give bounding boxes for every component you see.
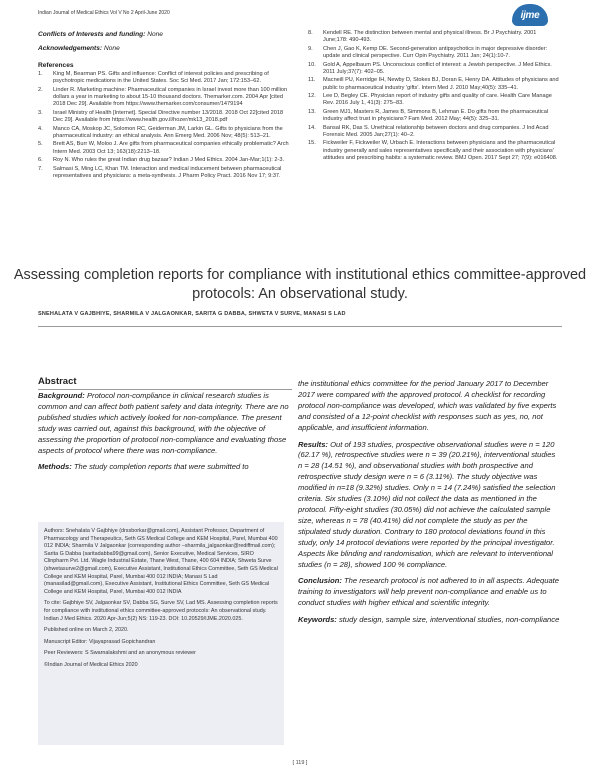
- results-paragraph: [298, 440, 560, 571]
- background-label: Background:: [38, 391, 85, 400]
- keywords-paragraph: [298, 615, 560, 626]
- ack-line: [38, 44, 292, 53]
- article-title: Assessing completion reports for compliance with institutional ethics committee-approved protocols: An observational study.: [13, 267, 587, 302]
- reference-number: 13.: [308, 108, 316, 115]
- conclusion-text: The research protocol is not adhered to in all aspects. Adequate training to investigators will help prevent non-compliance and enable us to conduct studies with higher ethical and scientific integrity.: [298, 576, 560, 608]
- citation: To cite: Gajbhiye SV, Jalgaonkar SV, Dabba SG, Surve SV, Lad MS. Assessing completion reports for compliance with institutional ethics committee-approved protocols: An observational study. Indian J Med Ethics. 2020 Apr-Jun;5(2) NS: 119-23. DOI: 10.20529/IJME.2020.025.: [44, 600, 278, 622]
- references-list-left: [38, 71, 292, 180]
- reference-text: Kendell RE. The distinction between mental and physical illness. Br J Psychiatry. 2001 June;178: 490-493.: [323, 30, 537, 44]
- reference-item: [308, 46, 562, 61]
- results-label: Results:: [298, 439, 328, 449]
- abstract-heading: Abstract: [38, 376, 77, 387]
- reference-text: Salmasi S, Ming LC, Khan TM. Interaction and medical inducement between pharmaceutical representatives and physicians: a meta-synthesis. J Pharm Policy Pract. 2016 Nov 17; 9:37.: [53, 165, 282, 179]
- left-column: [38, 30, 292, 181]
- abstract-rule: [38, 389, 292, 390]
- methods-paragraph: [38, 462, 292, 473]
- conflicts-line: [38, 30, 292, 39]
- reference-number: 3.: [38, 109, 43, 116]
- reference-text: Roy N. Who rules the great Indian drug bazaar? Indian J Med Ethics. 2004 Jan-Mar;1(1): 2-3.: [53, 157, 285, 164]
- ack-value: None: [103, 45, 120, 52]
- reference-text: Linder R. Marketing machine: Pharmaceutical companies in Israel invest more than 100 million dollars a year in marketing to about 15-10 thousand doctors. Themarker.com. 2004 Apr [cited 2018 Dec 29]. Available from https://www.themarker.com/consumer/1479194: [53, 86, 288, 108]
- reference-item: [308, 77, 562, 92]
- logo-badge: [512, 4, 548, 26]
- reference-text: Gold A, Appelbaum PS. Unconscious conflict of interest: a Jewish perspective. J Med Ethics. 2011 July;37(7): 402–05.: [323, 61, 552, 75]
- reference-item: [38, 157, 292, 164]
- reference-number: 14.: [308, 124, 316, 131]
- keywords-label: Keywords:: [298, 615, 337, 625]
- reference-item: [308, 93, 562, 108]
- methods-label: Methods:: [38, 462, 72, 472]
- reference-text: Fickweiler F, Fickweiler W, Urbach E. Interactions between physicians and the pharmaceutical industry generally and sales representatives specifically and their association with physicians' attitudes and prescribing habits: a systematic review. BMJ Open. 2017 Sept 27; 7(9): e016408.: [323, 140, 558, 162]
- reference-number: 2.: [38, 86, 43, 93]
- reference-text: Brett AS, Burr W, Moloo J. Are gifts from pharmaceutical companies ethically problematic? Arch Intern Med. 2003 Oct 13; 163(18):2213–18.: [53, 141, 289, 155]
- abstract-left-column: [38, 391, 292, 479]
- divider: [38, 326, 562, 327]
- conflicts-value: None: [147, 31, 163, 38]
- conflicts-label: Conflicts of Interests and funding:: [38, 31, 146, 38]
- reference-text: Manco CA, Moskop JC, Solomon RC, Geiderman JM, Larkin GL. Gifts to physicians from the pharmaceutical industry: an ethical analysis. Ann Emerg Med. 2006 Nov; 48(5): 513–21.: [53, 125, 283, 139]
- published-date: Published online on March 2, 2020.: [44, 627, 129, 634]
- reference-number: 4.: [38, 125, 43, 132]
- reference-number: 6.: [38, 157, 43, 164]
- reference-item: [38, 110, 292, 125]
- logo-text: ijme: [520, 9, 540, 21]
- manuscript-editor: Manuscript Editor: Vijayaprasad Gopichandran: [44, 638, 156, 645]
- author-list: SNEHALATA V GAJBHIYE, SHARMILA V JALGAONKAR, SARITA G DABBA, SHWETA V SURVE, MANASI S LAD: [38, 311, 346, 317]
- reference-item: [38, 166, 292, 181]
- abstract-right-column: [298, 379, 560, 632]
- running-head: Indian Journal of Medical Ethics Vol V No 2 April-June 2020: [38, 10, 170, 16]
- reference-number: 7.: [38, 165, 43, 172]
- reference-item: [38, 141, 292, 156]
- reference-item: [308, 62, 562, 77]
- page-number: [ 119 ]: [292, 760, 308, 766]
- right-column: [308, 30, 562, 164]
- reference-item: [38, 126, 292, 141]
- reference-number: 1.: [38, 71, 43, 77]
- references-list-right: [308, 30, 562, 162]
- authors-label: Authors:: [44, 528, 65, 534]
- reference-text: King M, Bearman PS. Gifts and influence: Conflict of interest policies and prescribing of psychotropic medications in the United States. Soc Sci Med. 2017 Jan; 172:153–62.: [53, 71, 269, 85]
- conclusion-label: Conclusion:: [298, 576, 342, 586]
- copyright: ©Indian Journal of Medical Ethics 2020: [44, 661, 138, 668]
- reference-item: [308, 30, 562, 45]
- background-text: Protocol non-compliance in clinical research studies is common and can affect both patient safety and data integrity. There are no published studies which actively looked for non-compliance. The present study was carried out, against this background, with the objective of assessing the proportion of protocol non-compliance and evaluating those aspects of protocol where there was non-compliance.: [38, 391, 289, 455]
- references-heading: References: [38, 62, 74, 69]
- reference-text: Chen J, Gao K, Kemp DE. Second-generation antipsychotics in major depressive disorder: update and clinical perspective. Curr Opin Psychiatry. 2011 Jan; 24(1):10-7.: [323, 45, 548, 60]
- conclusion-paragraph: [298, 576, 560, 609]
- journal-logo: [512, 4, 548, 28]
- reference-number: 12.: [308, 93, 316, 100]
- reference-text: Bansal RK, Das S. Unethical relationship between doctors and drug companies. J Ind Acad Forensic Med. 2005 Jan;27(1): 40–2.: [323, 124, 549, 138]
- reference-item: [308, 109, 562, 124]
- reference-item: [308, 125, 562, 140]
- reference-text: Macneill PU, Kerridge IH, Newby D, Stokes BJ, Doran E, Henry DA. Attitudes of physicians and public to pharmaceutical industry 'gifts'. Intern Med J. 2010 May;40(5): 335–41.: [323, 77, 559, 91]
- reference-item: [38, 87, 292, 109]
- reference-item: [38, 71, 292, 86]
- reference-number: 8.: [308, 30, 313, 36]
- reference-number: 11.: [308, 77, 316, 84]
- methods-text: The study completion reports that were submitted to: [73, 462, 249, 472]
- reference-text: Lee D, Begley CE. Physician report of industry gifts and quality of care. Health Care Manage Rev. 2016 July 1, 41(3): 275–83.: [323, 93, 552, 107]
- reference-number: 5.: [38, 141, 43, 148]
- reference-text: Green MJ1, Masters R, James B, Simmons B, Lehman E. Do gifts from the pharmaceutical industry affect trust in physicians? Fam Med. 2012 May; 44(5): 325–31.: [323, 108, 549, 123]
- author-info-box: [38, 522, 284, 745]
- background-paragraph: [38, 391, 292, 456]
- peer-reviewers: Peer Reviewers: S Swarnalakshmi and an anonymous reviewer: [44, 650, 196, 657]
- author-affiliations: [44, 528, 278, 596]
- reference-number: 10.: [308, 61, 316, 68]
- authors-text: Snehalata V Gajbhiye (drssborkar@gmail.com), Assistant Professor, Department of Pharmacology and Therapeutics, Seth GS Medical College and KEM Hospital, Parel, Mumbai 400 012 INDIA; Sharmila V Jalgaonkar (corresponding author –sharmila_jalgaonkar@rediffmail.com); Sarita G Dabba (saritadabba99@gmail.com), Senior Executive, Medical Services, SIRO Clinpharm Pvt. Ltd. Wagle Industrial Estate, Thane West, Thane, 400 604 INDIA; Shweta Surve (shwetasurve2@gmail.com), Executive Assistant, Institutional Ethics Committee, Seth GS Medical College and KEM Hospital, Parel, Mumbai 400 012 INDIA; Manasi S Lad (manasilad@gmail.com), Executive Assistant, Institutional Ethics Committee, Seth GS Medical College and KEM Hospital, Parel, Mumbai 400 012 INDIA: [44, 528, 278, 595]
- reference-number: 15.: [308, 140, 316, 147]
- ack-label: Acknowledgements:: [38, 45, 103, 52]
- reference-text: Israel Ministry of Health [Internet]. Special Directive number 13/2018. 2018 Oct 22[cited 2018 Dec 29]. Available from https://www.health.gov.il/hozer/mk13_2018.pdf: [53, 109, 284, 124]
- reference-number: 9.: [308, 45, 313, 52]
- keywords-text: study design, sample size, interventional studies, non-compliance: [338, 615, 560, 625]
- methods-continued: the institutional ethics committee for the period January 2017 to December 2017 were compared with the approved protocol. A checklist for recording protocol non-compliance was developed, which was validated by five experts and consisted of a 12-point checklist with responses such as yes, no, not applicable, and insufficient information.: [298, 379, 557, 432]
- results-text: Out of 193 studies, prospective observational studies were n = 120 (62.17 %), retrospective studies were n = 39 (20.21%), interventional studies n = 28 (14.51 %), and observational studies with both prospective and retrospective study design were n = 6 (3.11%). The study objective was modified in n=18 (9.32%) studies. Only n = 14 (7.24%) satisfied the selection criteria. Six studies (3.10%) did not collect the data as mentioned in the protocol. Fifty-eight studies (30.05%) did not achieve the calculated sample size, whereas n = 78 (40.41%) did not complete the study as per the stipulated study duration. Contrary to 180 protocol deviations found in this study, only 14 protocol deviations were reported by the principal investigator. Aspects like blinding and randomisation, which are relevant to interventional studies (n = 28), showed 100 % compliance.: [298, 439, 556, 569]
- reference-item: [308, 140, 562, 162]
